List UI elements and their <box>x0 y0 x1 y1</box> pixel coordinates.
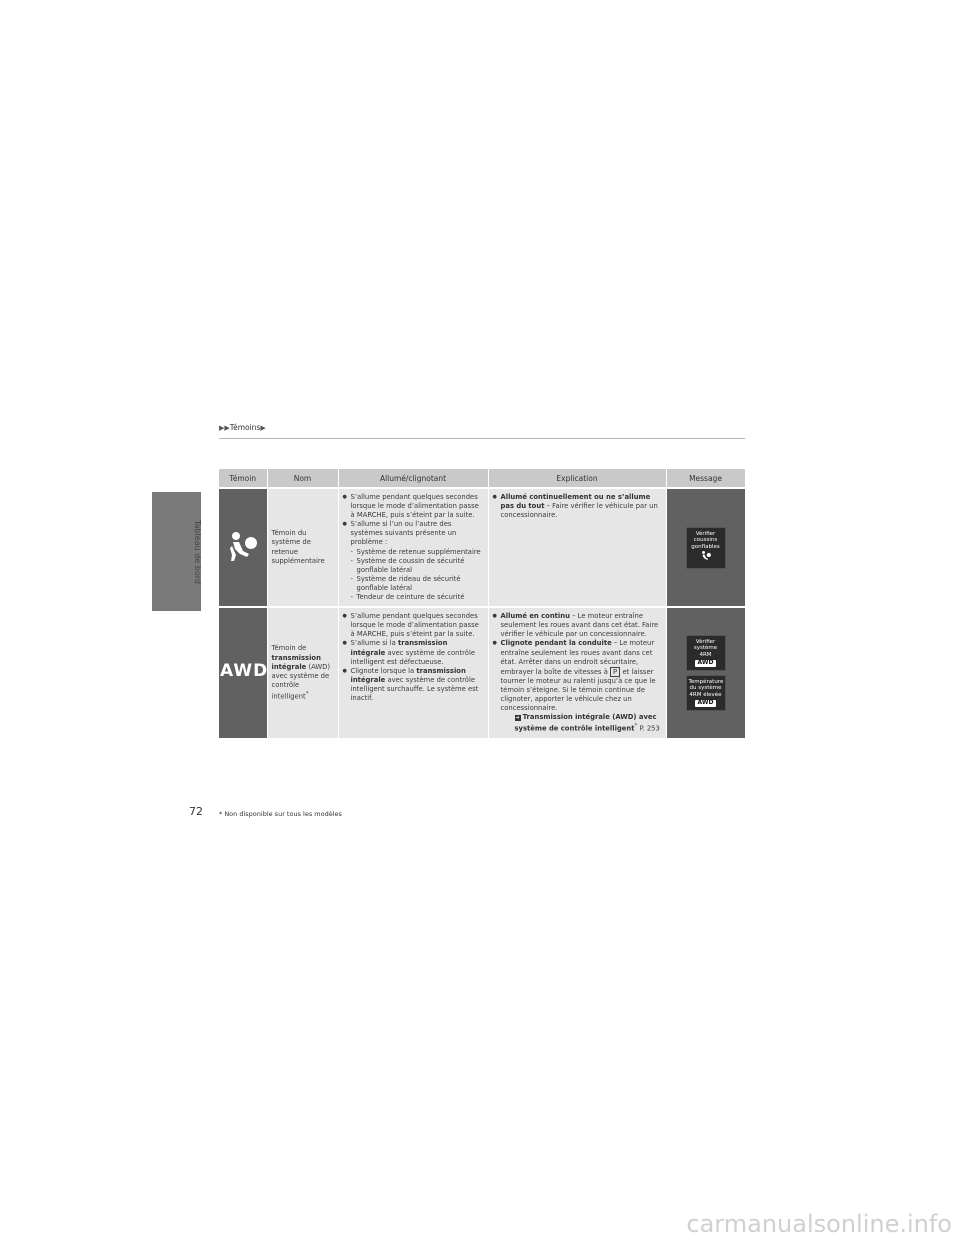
page-number: 72 <box>189 805 203 818</box>
item-text: avec système de contrôle intelligent est défectueuse. <box>350 648 476 666</box>
explication-cell <box>488 488 666 607</box>
airbag-warning-icon <box>227 529 259 563</box>
display-message <box>686 527 726 569</box>
indicator-name <box>267 607 338 737</box>
list-item: ● S’allume pendant quelques secondes lorsque le mode d’alimentation passe à MARCHE, puis s’éteint par la suite. <box>343 493 484 520</box>
gear-p-symbol: P <box>610 667 620 677</box>
explication-text: – Faire vérifier le véhicule par un concessionnaire. <box>500 502 658 520</box>
table-header-row <box>219 469 745 488</box>
indicator-name: Témoin du système de retenue supplémentaire <box>267 488 338 607</box>
list-subitem: - Système de retenue supplémentaire <box>343 548 484 557</box>
item-bold: transmission intégrale <box>350 666 466 684</box>
list-item: ● S’allume pendant quelques secondes lorsque le mode d’alimentation passe à MARCHE, puis s’éteint par la suite. <box>343 612 484 639</box>
breadcrumb-label[interactable]: Témoins <box>229 423 261 432</box>
item-text: – Le moteur entraîne seulement les roues avant dans cet état. Faire vérifier le véhicule par un concessionnaire. <box>500 612 659 639</box>
allume-cell <box>338 607 488 737</box>
breadcrumb-arrow-icon: ▶▶ <box>219 424 230 432</box>
watermark: carmanualsonline.info <box>686 1210 952 1238</box>
message-cell <box>666 607 745 737</box>
name-bold: transmission intégrale <box>271 653 321 671</box>
message-text: Vérifier coussins gonflables <box>691 530 720 550</box>
reference-arrow-icon: ➔ <box>515 715 520 722</box>
list-item <box>343 667 484 703</box>
explication-bold: Allumé continuellement ou ne s’allume pas du tout <box>500 493 651 511</box>
name-text: Témoin de <box>271 644 307 653</box>
list-subitem: - Système de rideau de sécurité gonflable latéral <box>343 575 484 593</box>
awd-icon: AWD <box>220 660 269 681</box>
item-text: S’allume si la <box>350 639 398 648</box>
name-text: (AWD) avec système de contrôle intelligent <box>271 662 330 701</box>
item-text: et laisser tourner le moteur au ralenti jusqu’à ce que le témoin s’éteigne. Si le témoin continue de clignoter, apporter le véhicule chez un concessionnaire. <box>500 667 656 713</box>
breadcrumb-arrow-icon: ▶ <box>260 424 266 432</box>
table-row <box>219 607 745 737</box>
col-header: Explication <box>488 469 666 488</box>
message-text: Vérifier système 4RM <box>693 638 718 658</box>
footnote: * Non disponible sur tous les modèles <box>219 810 342 818</box>
reference-page: P. 253 <box>637 724 660 733</box>
cross-reference[interactable] <box>493 713 662 733</box>
list-item <box>493 493 662 520</box>
awd-badge-icon: AWD <box>695 660 717 667</box>
footnote-marker: * <box>634 723 638 730</box>
col-header: Message <box>666 469 745 488</box>
list-item <box>493 639 662 713</box>
col-header: Allumé/clignotant <box>338 469 488 488</box>
breadcrumb <box>219 423 266 432</box>
col-header: Témoin <box>219 469 267 488</box>
awd-badge-icon: AWD <box>695 700 717 707</box>
explication-cell <box>488 607 666 737</box>
item-text: – Le moteur entraîne seulement les roues avant dans cet état. Arrêter dans un endroit sécuritaire, embrayer la boîte de vitesses à <box>500 639 655 676</box>
indicator-icon-cell <box>219 488 267 607</box>
item-text: avec système de contrôle intelligent surchauffe. Le système est inactif. <box>350 675 479 702</box>
list-item <box>493 612 662 639</box>
chapter-label: Tableau de bord <box>193 520 202 584</box>
indicator-icon-cell <box>219 607 267 737</box>
list-subitem: - Tendeur de ceinture de sécurité <box>343 593 484 602</box>
list-subitem: - Système de coussin de sécurité gonflable latéral <box>343 557 484 575</box>
list-item <box>343 639 484 666</box>
item-text: Clignote lorsque la <box>350 666 417 675</box>
header-rule <box>219 438 745 439</box>
table-row <box>219 488 745 607</box>
allume-cell <box>338 488 488 607</box>
message-cell <box>666 488 745 607</box>
display-message <box>686 635 726 671</box>
item-bold: Allumé en continu <box>500 612 570 621</box>
message-text: Température du système 4RM élevée <box>688 678 724 698</box>
airbag-warning-icon <box>699 550 713 562</box>
item-bold: transmission intégrale <box>350 639 448 657</box>
reference-bold: Transmission intégrale (AWD) avec système de contrôle intelligent <box>514 713 657 733</box>
footnote-marker: * <box>305 690 309 697</box>
display-message <box>686 675 726 711</box>
indicator-table <box>219 469 746 738</box>
col-header: Nom <box>267 469 338 488</box>
list-item: ● S’allume si l’un ou l’autre des systèmes suivants présente un problème : <box>343 520 484 547</box>
item-bold: Clignote pendant la conduite <box>500 639 612 648</box>
